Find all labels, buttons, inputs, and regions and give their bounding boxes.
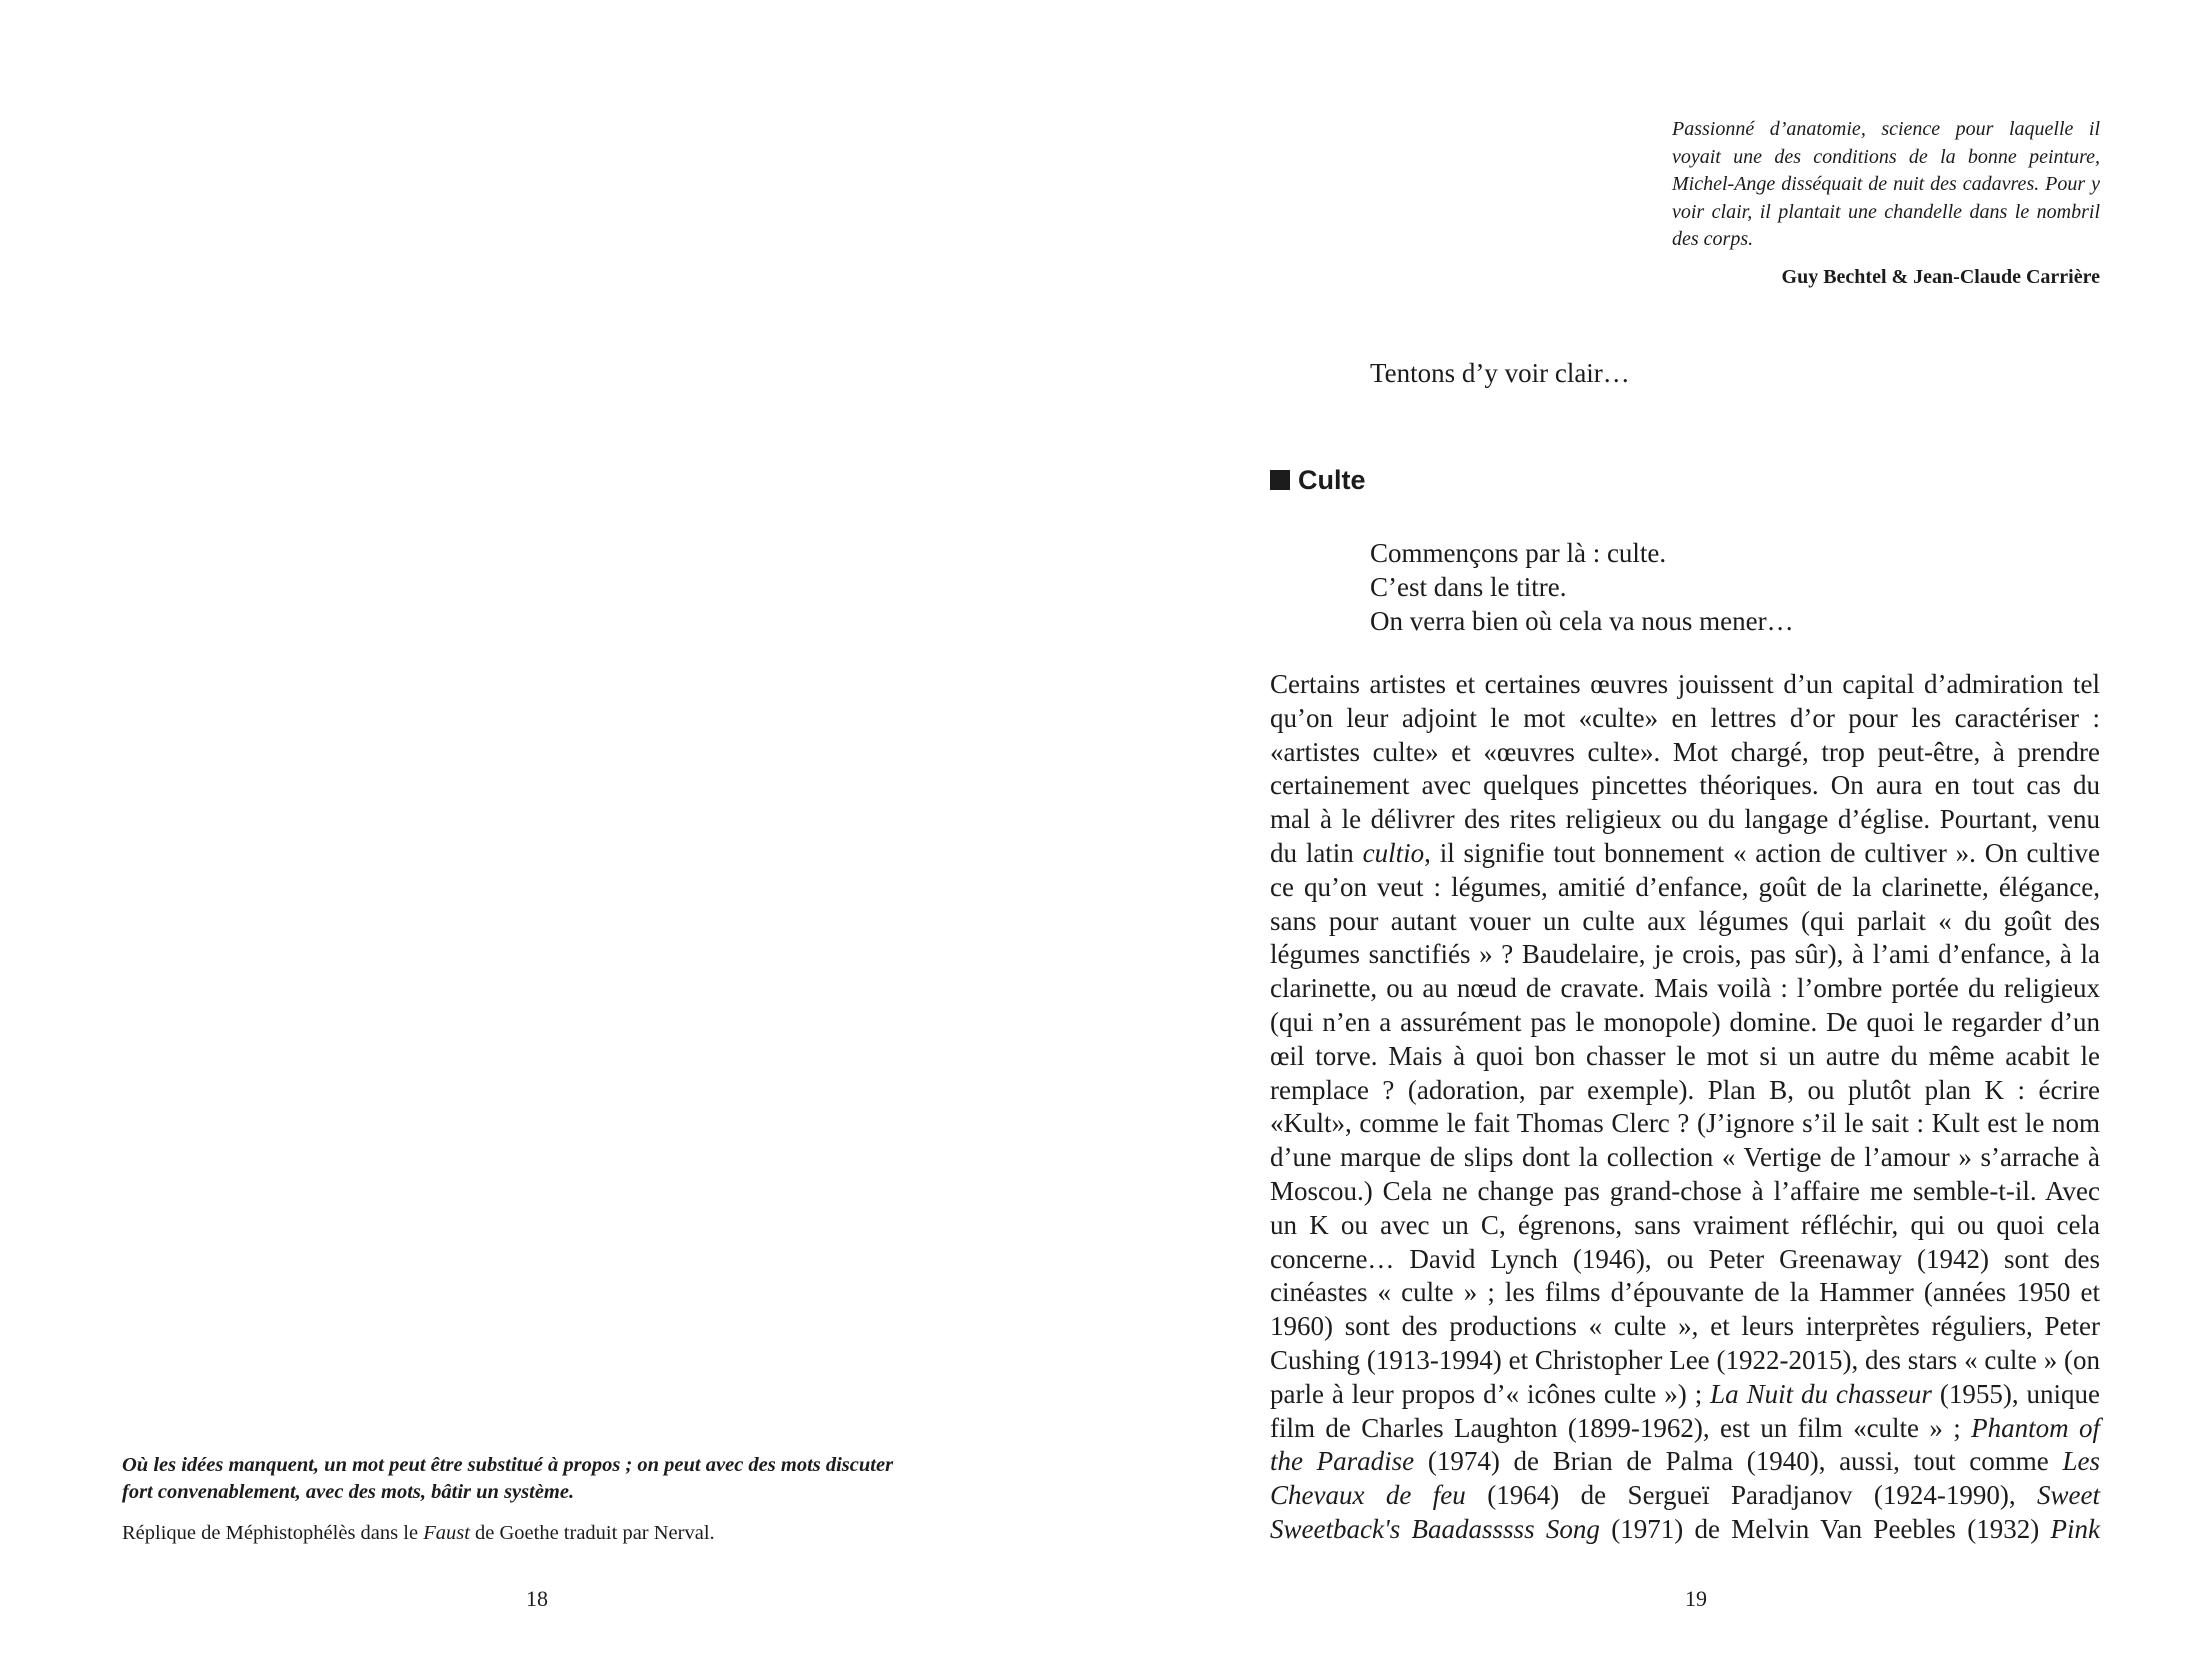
opening-line: Commençons par là : culte.	[1370, 538, 1667, 568]
body-text-run: clarinette, ou au nœud de cravate. Mais voilà : l’ombre portée du religieux	[1270, 973, 2100, 1004]
body-text-run: légumes sanctifiés » ? Baudelaire, je crois, pas sûr), à l’ami d’enfance, à la	[1270, 939, 2100, 970]
body-text-run: Moscou.) Cela ne change pas grand-chose à l’affaire me semble-t-il. Avec	[1270, 1175, 2100, 1206]
opening-lines	[1370, 536, 2070, 638]
right-epigraph-quote-line: nombril des corps.	[1672, 200, 2101, 250]
body-text-run: d’une marque de slips dont la collection « Vertige de l’amour » s’arrache à	[1270, 1142, 2100, 1173]
body-italic-run: Sweet	[2037, 1480, 2100, 1511]
body-line	[1270, 1378, 2100, 1412]
right-epigraph-quote-line: voyait une des conditions de la bonne peinture,	[1672, 145, 2100, 168]
body-text-run: 1960) sont des productions « culte », et leurs interprètes réguliers, Peter	[1270, 1311, 2100, 1342]
body-line	[1270, 1310, 2100, 1344]
body-text-run: mal à le délivrer des rites religieux ou du langage d’église. Pourtant, venu	[1270, 804, 2100, 835]
body-text-run: film de Charles Laughton (1899-1962), est un film «culte » ;	[1270, 1412, 1972, 1443]
body-text-run: qu’on leur adjoint le mot «culte» en lettres d’or pour les caractériser :	[1270, 702, 2100, 733]
right-epigraph	[1672, 116, 2100, 291]
body-line	[1270, 1006, 2100, 1040]
body-line	[1270, 1209, 2100, 1243]
body-text-run: certainement avec quelques pincettes théoriques. On aura en tout cas du	[1270, 770, 2100, 801]
body-text-run: (qui n’en a assurément pas le monopole) domine. De quoi le regarder d’un	[1270, 1006, 2100, 1037]
body-text-run: ce qu’on veut : légumes, amitié d’enfance, goût de la clarinette, élégance,	[1270, 871, 2100, 902]
left-epigraph-quote-line: Où les idées manquent, un mot peut être substitué à propos ; on peut avec des mots discuter	[122, 1454, 894, 1476]
left-page	[0, 0, 1102, 1654]
black-square-bullet-icon	[1270, 470, 1290, 490]
body-line	[1270, 837, 2100, 871]
section-heading	[1270, 463, 1366, 497]
body-text-run: sans pour autant vouer un culte aux légumes (qui parlait « du goût des	[1270, 905, 2100, 936]
body-text-run: «Kult», comme le fait Thomas Clerc ? (J’ignore s’il le sait : Kult est le nom	[1270, 1108, 2100, 1139]
body-line	[1270, 1141, 2100, 1175]
body-line	[1270, 1412, 2100, 1446]
body-text-run: , il signifie tout bonnement « action de cultiver ». On cultive	[1424, 837, 2100, 868]
body-text-run: Certains artistes et certaines œuvres jouissent d’un capital d’admiration tel	[1270, 669, 2100, 699]
body-line	[1270, 905, 2100, 939]
body-text-run: Cushing (1913-1994) et Christopher Lee (1922-2015), des stars « culte » (on	[1270, 1344, 2100, 1375]
body-line	[1270, 1074, 2100, 1108]
body-italic-run: Phantom of	[1971, 1412, 2100, 1443]
page-number-left: 18	[526, 1586, 548, 1611]
body-line	[1270, 1175, 2100, 1209]
credit-work-title: Faust	[423, 1522, 470, 1544]
body-line	[1270, 1344, 2100, 1378]
body-italic-run: La Nuit du chasseur	[1710, 1378, 1932, 1409]
right-epigraph-quote-line: Michel-Ange disséquait de nuit des cadavres. Pour	[1672, 173, 2086, 195]
right-page	[1102, 0, 2205, 1654]
body-line	[1270, 736, 2100, 770]
body-line	[1270, 938, 2100, 972]
body-line	[1270, 1040, 2100, 1074]
body-italic-run: Les	[2062, 1446, 2100, 1477]
body-italic-run: cultio	[1362, 837, 1425, 868]
body-text-run: du latin	[1270, 837, 1363, 868]
body-text-run: (1955), unique	[1931, 1378, 2100, 1409]
credit-text: Réplique de Méphistophélès dans le	[122, 1522, 424, 1544]
body-line	[1270, 1107, 2100, 1141]
body-text-run: «artistes culte» et «œuvres culte». Mot chargé, trop peut-être, à prendre	[1270, 736, 2100, 767]
body-line	[1270, 1445, 2100, 1479]
left-epigraph-quote	[122, 1452, 982, 1506]
body-line	[1270, 1243, 2100, 1277]
right-epigraph-author: Guy Bechtel & Jean-Claude Carrière	[1781, 265, 2100, 288]
right-epigraph-quote	[1672, 116, 2100, 254]
intro-line: Tentons d’y voir clair…	[1370, 358, 1630, 388]
opening-line: C’est dans le titre.	[1370, 572, 1567, 602]
body-line	[1270, 702, 2100, 736]
body-italic-run: the Paradise	[1270, 1446, 1415, 1477]
body-paragraph	[1270, 668, 2100, 1547]
right-epigraph-quote-line: y voir clair, il plantait une chandelle dans le	[1672, 173, 2101, 223]
body-line	[1270, 1513, 2100, 1547]
left-epigraph-credit	[122, 1520, 982, 1547]
body-text-run: (1964) de Sergueï Paradjanov (1924-1990),	[1465, 1480, 2038, 1511]
body-line	[1270, 803, 2100, 837]
credit-text: de Goethe traduit par Nerval.	[469, 1522, 715, 1544]
body-line	[1270, 871, 2100, 905]
body-text-run: cinéastes « culte » ; les films d’épouvante de la Hammer (années 1950 et	[1270, 1277, 2100, 1308]
left-epigraph-quote-line: fort convenablement, avec des mots, bâtir un système.	[122, 1481, 575, 1503]
body-line	[1270, 1479, 2100, 1513]
page-number-right: 19	[1685, 1586, 1707, 1611]
body-italic-run: Chevaux de feu	[1270, 1480, 1466, 1511]
body-text-run: remplace ? (adoration, par exemple). Plan B, ou plutôt plan K : écrire	[1270, 1074, 2100, 1105]
body-italic-run: Pink	[2050, 1513, 2100, 1544]
left-epigraph	[122, 1452, 982, 1547]
body-line	[1270, 1276, 2100, 1310]
body-text-run: (1971) de Melvin Van Peebles (1932)	[1599, 1513, 2051, 1544]
body-line	[1270, 769, 2100, 803]
right-epigraph-quote-line: Passionné d’anatomie, science pour laquelle il	[1672, 118, 2100, 140]
body-text-run: concerne… David Lynch (1946), ou Peter Greenaway (1942) sont des	[1270, 1243, 2100, 1274]
opening-line: On verra bien où cela va nous mener…	[1370, 606, 1794, 636]
body-text-run: parle à leur propos d’« icônes culte ») ;	[1270, 1378, 1711, 1409]
body-text-run: (1974) de Brian de Palma (1940), aussi, tout comme	[1414, 1446, 2063, 1477]
body-line	[1270, 668, 2100, 702]
body-text-run: œil torve. Mais à quoi bon chasser le mot si un autre du même acabit le	[1270, 1040, 2100, 1071]
body-italic-run: Sweetback's Baadasssss Song	[1270, 1513, 1600, 1544]
body-text-run: un K ou avec un C, égrenons, sans vraiment réfléchir, qui ou quoi cela	[1270, 1209, 2100, 1240]
body-line	[1270, 972, 2100, 1006]
section-title: Culte	[1298, 465, 1366, 495]
